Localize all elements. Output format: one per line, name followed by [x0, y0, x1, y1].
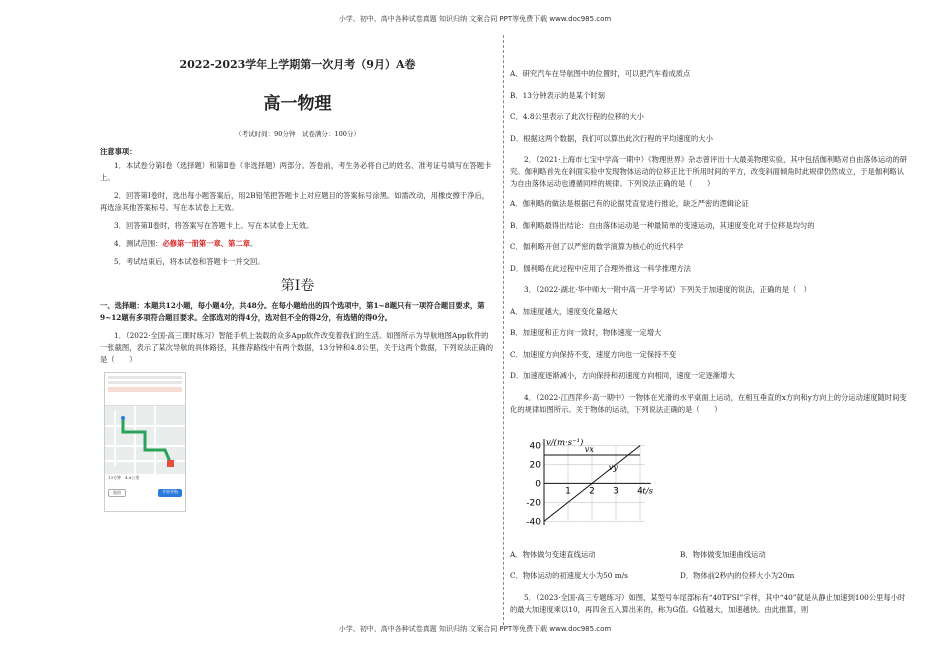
q4-option-c: C．物体运动的初速度大小为50 m/s [510, 571, 628, 580]
note-4 [100, 238, 495, 250]
q3-option-a: A．加速度越大，速度变化量越大 [510, 306, 618, 316]
page-footer: 小学、初中、高中各种试卷真题 知识归纳 文案合同 PPT等免费下载 www.doc985.com [338, 625, 612, 633]
q3-option-c: C．加速度方向保持不变，速度方向也一定保持不变 [510, 349, 677, 359]
notes-heading: 注意事项： [100, 147, 137, 156]
note-5: 5．考试结束后，将本试卷和答题卡一并交回。 [114, 257, 265, 266]
velocity-time-graph [510, 424, 910, 543]
note-4-prefix: 4．测试范围： [114, 239, 163, 248]
volume-title: 第Ⅰ卷 [280, 278, 315, 294]
q4-option-b: B．物体做变加速曲线运动 [680, 549, 766, 559]
q3-option-d: D．加速度逐渐减小，方向保持和初速度方向相同，速度一定逐渐增大 [510, 371, 735, 380]
question-1: 1．（2022·全国·高三课时练习）智能手机上装载的众多App软件改变着我们的生活。如图所示为导航地图App软件的一张截图，表示了某次导航的具体路径，其推荐路线中有两个数据，13分钟和4.8公里，关于这两个数据，下列说法正确的是（ ） [100, 331, 494, 364]
note-2: 2．回答第Ⅰ卷时，选出每小题答案后，用2B铅笔把答题卡上对应题目的答案标号涂黑。如需改动，用橡皮擦干净后，再选涂其他答案标号。写在本试卷上无效。 [100, 191, 490, 212]
q2-option-b: B．伽利略最得出结论：自由落体运动是一种最简单的变速运动，其速度变化对于位移是均匀的 [510, 220, 815, 230]
route-distance: 4.8公里 [125, 475, 140, 480]
column-divider [503, 35, 504, 625]
y-axis-label: v/(m·s⁻¹) [546, 437, 584, 448]
note-1: 1．本试卷分第Ⅰ卷（选择题）和第Ⅱ卷（非选择题）两部分。答卷前，考生务必将自己的姓名、准考证号填写在答题卡上。 [100, 161, 492, 182]
q1-option-a: A．研究汽车在导航图中的位置时，可以把汽车看成质点 [510, 69, 691, 78]
q4-option-d: D．物体前2秒内的位移大小为20m [680, 571, 795, 580]
start-navigation-button[interactable]: 开始导航 [158, 489, 182, 497]
map-route [105, 406, 185, 474]
navigation-screenshot [104, 372, 186, 512]
subject-title: 高一物理 [263, 94, 332, 114]
exam-meta: （考试时间：90分钟 试卷满分：100分） [235, 130, 360, 138]
y-tick-label: -20 [526, 497, 541, 508]
q1-option-d: D．根据这两个数据，我们可以算出此次行程的平均速度的大小 [510, 133, 713, 143]
q4-options-row-1 [510, 549, 910, 561]
question-3: 3．（2022·湖北·华中师大一附中高一开学考试）下列关于加速度的说法，正确的是（ ） [524, 285, 811, 294]
note-4-suffix: 。 [250, 239, 258, 248]
y-tick-label: -40 [526, 516, 541, 527]
page-header: 小学、初中、高中各种试卷真题 知识归纳 文案合同 PPT等免费下载 www.doc985.com [338, 15, 612, 23]
x-tick-label: 3 [613, 485, 619, 496]
y-tick-label: 0 [535, 478, 541, 489]
left-column [100, 58, 495, 512]
x-axis-label: t/s [642, 485, 654, 496]
q1-option-b: B．13分钟表示的是某个时刻 [510, 90, 605, 100]
right-column [510, 68, 910, 624]
phone-search-bar [105, 373, 185, 406]
q2-option-a: A．伽利略的做法是根据已有的论据凭直觉进行推论，缺乏严密的逻辑论证 [510, 199, 749, 208]
q2-option-d: D．伽利略在此过程中应用了合理外推这一科学推理方法 [510, 263, 691, 273]
y-tick-label: 40 [529, 441, 541, 452]
q4-options-row-2 [510, 570, 910, 582]
series-label-vy: vy [608, 462, 618, 472]
note-3: 3．回答第Ⅱ卷时，将答案写在答题卡上。写在本试卷上无效。 [114, 221, 314, 230]
y-tick-label: 20 [529, 459, 541, 470]
exam-title: 2022-2023学年上学期第一次月考（9月）A卷 [179, 58, 416, 71]
note-4-range: 必修第一册第一章、第二章 [162, 239, 250, 248]
q2-option-c: C．伽利略开创了以严密的数学演算为核心的近代科学 [510, 242, 684, 251]
route-time: 13分钟 [108, 475, 122, 480]
question-2: 2．（2021·上海市七宝中学高一期中）《物理世界》杂志曾评出十大最美物理实验，其中包括伽利略对自由落体运动的研究。伽利略首先在斜面实验中发现物体运动的位移正比于所用时间的平方，改变斜面倾角时此规律仍然成立，于是伽利略认为自由落体运动也遵循同样的规律。下列说法正确的是（ ） [510, 155, 908, 188]
q3-option-b: B．加速度和正方向一致时，物体速度一定增大 [510, 328, 662, 337]
x-tick-label: 4 [637, 485, 643, 496]
q1-option-c: C．4.8公里表示了此次行程的位移的大小 [510, 112, 644, 121]
phone-bottom-panel [105, 474, 185, 512]
map-button[interactable]: 地图 [108, 489, 126, 497]
series-label-vx: vx [584, 444, 594, 454]
phone-map [105, 406, 185, 474]
section-heading: 一、选择题：本题共12小题，每小题4分，共48分。在每小题给出的四个选项中，第1~8题只有一项符合题目要求，第9~12题有多项符合题目要求。全部选对的得4分，选对但不全的得2分，有选错的得0分。 [100, 301, 485, 322]
x-tick-label: 1 [565, 485, 571, 496]
question-5: 5．（2023·全国·高三专题练习）如图，某型号车尾部标有“40TFSI”字样，其中“40”就是从静止加速到100公里每小时的最大加速度乘以10，再四舍五入算出来的，称为G值。G值越大，加速越快。由此推算，则 [510, 592, 906, 614]
x-tick-label: 2 [589, 485, 595, 496]
question-4: 4．（2022·江西萍乡·高一期中）一物体在光滑的水平桌面上运动，在相互垂直的x方向和y方向上的分运动速度随时间变化的规律如图所示。关于物体的运动，下列说法正确的是（ ） [510, 392, 907, 414]
vt-chart-svg [510, 424, 660, 539]
q4-option-a: A．物体做匀变速直线运动 [510, 549, 596, 559]
